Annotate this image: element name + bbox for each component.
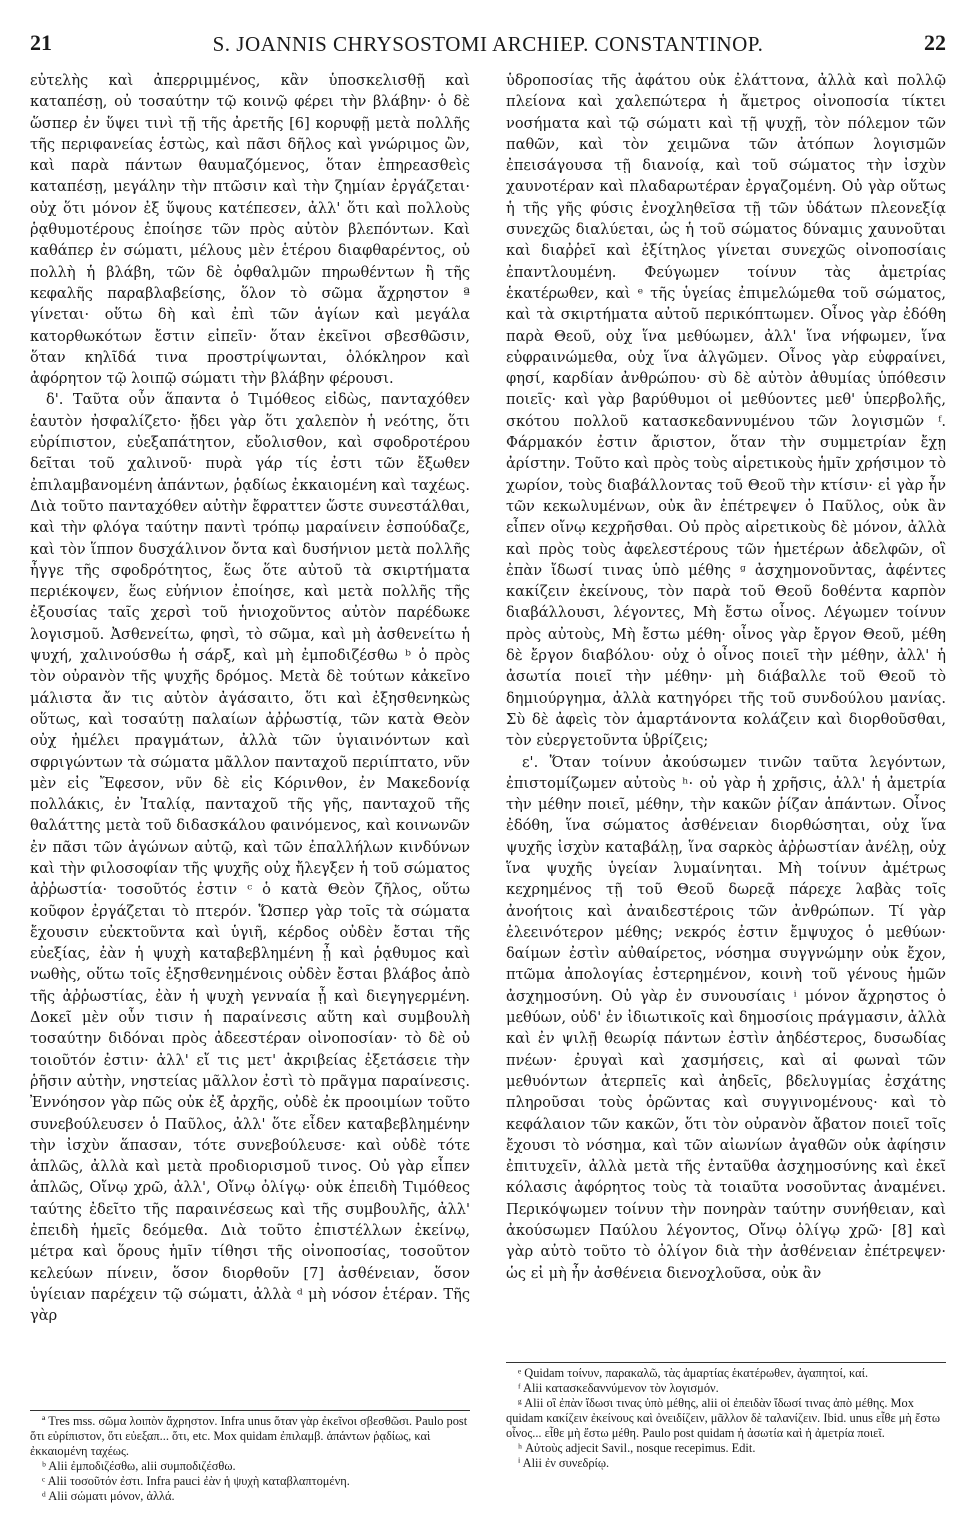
footnote: ᶜ Alii τοσοῦτόν ἐστι. Infra pauci ἐὰν ἡ ψυχὴ καταβλαπτομένη. [42, 1474, 350, 1488]
footnotes-right [506, 1366, 946, 1471]
footnote: ᵍ Alii οἳ ἐπὰν ἴδωσι τινας ὑπὸ μέθης, alii οἱ ἐπειδὰν ἴδωσί τινας ἀπὸ μέθης. Mox quidam κακίζειν ἐκείνους καὶ ὀνειδίζειν, μᾶλλον δὲ ταλανίζειν. Ibid. unus εἶθε μὴ ἔστω οἶνος... εἶθε μὴ ἔστω μέθη. Paulo post quidam ἡ ἀσωτία καὶ ἡ ἀμετρία ποιεῖ. [506, 1396, 941, 1440]
footnote: ᵉ Quidam τοίνυν, παρακαλῶ, τὰς ἁμαρτίας ἑκατέρωθεν, ἀγαπητοί, καί. [518, 1366, 869, 1380]
paragraph: δ'. Ταῦτα οὖν ἅπαντα ὁ Τιμόθεος εἰδὼς, πανταχόθεν ἑαυτὸν ἠσφαλίζετο· ᾔδει γὰρ ὅτι χαλεπὸν ἡ νεότης, ὅτι εὐρίπιστον, εὐεξαπάτητον, εὔολισθον, καὶ σφοδροτέρου δεῖται τοῦ χαλινοῦ· πυρὰ γάρ τίς ἐστι τῶν ἔξωθεν ἐπιλαμβανομένη ἁπάντων, ῥᾳδίως ἐκκαιομένη καὶ ταχέως. Διὰ τοῦτο πανταχόθεν αὐτὴν ἔφραττεν ὥστε συνεστάλθαι, καὶ τὴν φλόγα ταύτην παντὶ τρόπῳ μαραίνειν ἐσπούδαζε, καὶ τὸν ἵππον δυσχάλινον ὄντα καὶ δυσήνιον μετὰ πολλῆς ἦγγε τῆς σφοδρότητος, ἕως ὅτε αὐτοῦ τὰ σκιρτήματα περιέκοψεν, ἕως εὐήνιον ἐποίησε, καὶ μετὰ πολλῆς τῆς ἐξουσίας ταῖς χερσὶ τοῦ ἡνιοχοῦντος αὐτὸν παρέδωκε λογισμοῦ. Ἀσθενείτω, φησὶ, τὸ σῶμα, καὶ μὴ ἀσθενείτω ἡ ψυχή, χαλινούσθω ἡ σάρξ, καὶ μὴ ἐμποδιζέσθω ᵇ ὁ πρὸς τὸν οὐρανὸν τῆς ψυχῆς δρόμος. Μετὰ δὲ τούτων κἀκεῖνο μάλιστα ἄν τις αὐτὸν ἀγάσαιτο, ὅτι καὶ ἐξησθενηκὼς οὕτως, καὶ τοσαύτῃ παλαίων ἀῤῥωστίᾳ, τῶν κατὰ Θεὸν οὐχ ἠμέλει πραγμάτων, ἀλλὰ τῶν ὑγιαινόντων καὶ σφριγώντων τὰ σώματα μᾶλλον πανταχοῦ περιίπτατο, νῦν μὲν εἰς Ἔφεσον, νῦν δὲ εἰς Κόρινθον, ἐν Μακεδονίᾳ πολλάκις, ἐν Ἰταλίᾳ, πανταχοῦ τῆς γῆς, πανταχοῦ τῆς θαλάττης μετὰ τοῦ διδασκάλου φαινόμενος, καὶ κοινωνῶν ἐν πᾶσι τῶν ἀγώνων αὐτῷ, καὶ τῶν ἐπαλλήλων κινδύνων καὶ τὴν φιλοσοφίαν τῆς ψυχῆς οὐχ ἤλεγξεν ἡ τοῦ σώματος ἀῤῥωστία· τοσοῦτός ἐστιν ᶜ ὁ κατὰ Θεὸν ζῆλος, οὕτω κοῦφον ἐργάζεται τὸ πτερόν. Ὥσπερ γὰρ τοῖς τὰ σώματα ἔχουσιν εὐεκτοῦντα καὶ ὑγιῆ, κέρδος οὐδὲν ἔσται τῆς εὐεξίας, ἐὰν ἡ ψυχὴ καταβεβλημένη ᾖ καὶ ῥᾳθυμος καὶ νωθὴς, οὕτω τοῖς ἐξησθενημένοις οὐδὲν ἔσται βλάβος ἀπὸ τῆς ἀῤῥωστίας, ἐὰν ἡ ψυχὴ γενναία ᾖ καὶ διεγηγερμένη. Δοκεῖ μὲν οὖν τισιν ἡ παραίνεσις αὕτη καὶ συμβουλὴ τοσαύτην διδόναι πρὸς ἀδεεστέραν οἰνοποσίαν· τὸ δὲ οὐ τοιοῦτόν ἐστιν· ἀλλ' εἴ τις μετ' ἀκριβείας ἐξετάσειε τὴν ῥῆσιν αὐτὴν, νηστείας μᾶλλον ἐστὶ τὸ πρᾶγμα παραίνεσις. Ἐννόησον γὰρ πῶς οὐκ ἐξ ἀρχῆς, οὐδὲ ἐκ προοιμίων τοῦτο συνεβούλευσεν ὁ Παῦλος, ἀλλ' ὅτε εἶδεν καταβεβλημένην τὴν ἰσχὺν ἅπασαν, τότε συνεβούλευσε· καὶ οὐδὲ τότε ἁπλῶς, ἀλλὰ καὶ μετὰ προδιορισμοῦ τινος. Οὐ γὰρ εἶπεν ἁπλῶς, Οἴνῳ χρῶ, ἀλλ', Οἴνῳ ὀλίγῳ· οὐκ ἐπειδὴ Τιμόθεος ταύτης ἐδεῖτο τῆς παραινέσεως καὶ τῆς συμβουλῆς, ἀλλ' ἐπειδὴ ἡμεῖς δεόμεθα. Διὰ τοῦτο ἐπιστέλλων ἐκείνῳ, μέτρα καὶ ὅρους ἡμῖν τίθησι τῆς οἰνοποσίας, τοσοῦτον κελεύων πίνειν, ὅσον διορθοῦν [7] ἀσθένειαν, ὅσον ὑγίειαν παρέχειν τῷ σώματι, ἀλλὰ ᵈ μὴ νόσον ἑτέραν. Τῆς γὰρ [30, 391, 470, 1325]
page-number-right: 22 [924, 30, 946, 55]
left-column [30, 70, 470, 1406]
footnote-divider-left [30, 1410, 470, 1411]
footnote: ᵈ Alii σώματι μόνον, ἀλλά. [42, 1489, 175, 1503]
footnote: ⁱ Alii ἐν συνεδρίῳ. [518, 1456, 610, 1470]
paragraph: ε'. Ὅταν τοίνυν ἀκούσωμεν τινῶν ταῦτα λεγόντων, ἐπιστομίζωμεν αὐτοὺς ʰ· οὐ γὰρ ἡ χρῆσις, ἀλλ' ἡ ἀμετρία τὴν μέθην ποιεῖ, μέθην, τὴν κακῶν ῥίζαν ἁπάντων. Οἶνος ἐδόθη, ἵνα σώματος ἀσθένειαν διορθώσηται, οὐχ ἵνα ψυχῆς ἰσχὺν καταβάλῃ, ἵνα σαρκὸς ἀῤῥωστίαν ἀνέλῃ, οὐχ ἵνα ψυχῆς ὑγείαν λυμαίνηται. Μὴ τοίνυν ἀμέτρως κεχρημένος τῇ τοῦ Θεοῦ δωρεᾷ πάρεχε λαβὰς τοῖς ἀνοήτοις καὶ ἀναιδεστέροις τῶν ἀνθρώπων. Τί γὰρ ἐλεεινότερον μέθης; νεκρός ἐστιν ἔμψυχος ὁ μεθύων· δαίμων ἐστὶν αὐθαίρετος, νόσημα συγγνώμην οὐκ ἔχον, πτῶμα ἀπολογίας ἐστερημένον, κοινὴ τοῦ γένους ἡμῶν ἀσχημοσύνη. Οὐ γὰρ ἐν συνουσίαις ⁱ μόνον ἄχρηστος ὁ μεθύων, οὐδ' ἐν ἰδιωτικοῖς καὶ δημοσίοις πράγμασιν, ἀλλὰ καὶ ἐν ψιλῇ θεωρίᾳ πάντων ἐστὶν ἀηδέστερος, δυσωδίας πνέων· ἐρυγαὶ καὶ χασμήσεις, καὶ αἱ φωναὶ τῶν μεθυόντων ἀτερπεῖς καὶ ἀηδεῖς, βδελυγμίας ἐσχάτης πληροῦσαι τοὺς ὁρῶντας καὶ συγγινομένους· καὶ τὸ κεφάλαιον τῶν κακῶν, ὅτι τὸν οὐρανὸν ἄβατον ποιεῖ τοῖς ἔχουσι τὸ νόσημα, καὶ τῶν αἰωνίων ἀγαθῶν οὐκ ἀφίησιν ἐπιτυχεῖν, ἀλλὰ μετὰ τῆς ἐνταῦθα ἀσχημοσύνης καὶ ἐκεῖ κόλασις ἀφόρητος τοὺς τὰ τοιαῦτα νοσοῦντας ἀναμένει. Περικόψωμεν τοίνυν τὴν πονηρὰν ταύτην συνήθειαν, καὶ ἀκούσωμεν Παύλου λέγοντος, Οἴνῳ ὀλίγῳ χρῶ· [8] καὶ γὰρ αὐτὸ τοῦτο τὸ ὀλίγον διὰ τὴν ἀσθένειαν ἐπέτρεψεν· ὡς εἰ μὴ ἦν ἀσθένεια διενοχλοῦσα, οὐκ ἂν [506, 753, 946, 1282]
footnote: ᵇ Alii ἐμποδιζέσθω, alii συμποδιζέσθω. [42, 1459, 236, 1473]
footnote: ª Tres mss. σῶμα λοιπὸν ἄχρηστον. Infra unus ὅταν γὰρ ἐκεῖνοι σβεσθῶσι. Paulo post ὅτι εὐρίπιστον, ὅτι εὐεξαπ... ὅτι, etc. Mox quidam ἐπιλαμβ. ἁπάντων ῥᾳδίως, καὶ ἐκκαιομένη ταχέως. [30, 1414, 468, 1458]
footnotes-left [30, 1414, 470, 1504]
footnote: ʰ Αὐτοὺς adjecit Savil., nosque recepimus. Edit. [518, 1441, 756, 1455]
paragraph: ὑδροποσίας τῆς ἀφάτου οὐκ ἐλάττονα, ἀλλὰ καὶ πολλῷ πλείονα καὶ χαλεπώτερα ἡ ἄμετρος οἰνοποσία τίκτει νοσήματα καὶ τῷ σώματι καὶ τῇ ψυχῇ, τὸν πόλεμον τῶν παθῶν, καὶ τὸν χειμῶνα τῶν ἀτόπων λογισμῶν ἐπεισάγουσα τῇ διανοίᾳ, καὶ τοῦ σώματος τὴν ἰσχὺν χαυνοτέραν καὶ πλαδαρωτέραν ἐργαζομένη. Οὐ γὰρ οὕτως ἡ τῆς γῆς φύσις ἐνοχληθεῖσα τῇ τῶν ὑδάτων πλεονεξίᾳ συνεχῶς διαλύεται, ὡς ἡ τοῦ σώματος δύναμις χαυνοῦται καὶ διαῤῥεῖ καὶ ἐξίτηλος γίνεται συνεχῶς οἰνοποσίαις ἐπαντλουμένη. Φεύγωμεν τοίνυν τὰς ἀμετρίας ἑκατέρωθεν, καὶ ᵉ τῆς ὑγείας ἐπιμελώμεθα τοῦ σώματος, καὶ τὰ σκιρτήματα αὐτοῦ περικόπτωμεν. Οἶνος γὰρ ἐδόθη παρὰ Θεοῦ, οὐχ ἵνα μεθύωμεν, ἀλλ' ἵνα νήφωμεν, ἵνα εὐφραινώμεθα, οὐχ ἵνα ἀλγῶμεν. Οἶνος γὰρ εὐφραίνει, φησί, καρδίαν ἀνθρώπου· σὺ δὲ αὐτὸν ἀθυμίας ὑπόθεσιν ποιεῖς· καὶ γὰρ βαρύθυμοι οἱ μεθύοντες μεθ' ὑπερβολῆς, σκότου πολλοῦ κατασκεδαννυμένου τῶν λογισμῶν ᶠ. Φάρμακόν ἐστιν ἄριστον, ὅταν τὴν συμμετρίαν ἔχῃ ἀρίστην. Τοῦτο καὶ πρὸς τοὺς αἱρετικοὺς ἡμῖν χρήσιμον τὸ χωρίον, τοὺς διαβάλλοντας τοῦ Θεοῦ τὴν κτίσιν· εἰ γὰρ ἦν τῶν κεκωλυμένων, οὐκ ἂν ἐπέτρεψεν ὁ Παῦλος, οὐκ ἂν εἶπεν οἴνῳ κεχρῆσθαι. Οὐ πρὸς αἱρετικοὺς δὲ μόνον, ἀλλὰ καὶ πρὸς τοὺς ἀφελεστέρους τῶν ἡμετέρων ἀδελφῶν, οἳ ἐπὰν ἴδωσί τινας ὑπὸ μέθης ᵍ ἀσχημονοῦντας, ἀφέντες κακίζειν ἐκείνους, τὸν παρὰ τοῦ Θεοῦ δοθέντα καρπὸν διαβάλλουσι, λέγοντες, Μὴ ἔστω οἶνος. Λέγωμεν τοίνυν πρὸς αὐτοὺς, Μὴ ἔστω μέθη· οἶνος γὰρ ἔργον Θεοῦ, μέθη δὲ ἔργον διαβόλου· οὐχ ὁ οἶνος ποιεῖ τὴν μέθην, ἀλλ' ἡ ἀσωτία ποιεῖ τὴν μέθην· μὴ διάβαλλε τοῦ Θεοῦ τὸ δημιούργημα, ἀλλὰ κατηγόρει τῆς τοῦ συνδούλου μανίας. Σὺ δὲ ἀφεὶς τὸν ἁμαρτάνοντα κολάζειν καὶ διορθοῦσθαι, τὸν εὐεργετοῦντα ὑβρίζεις; [506, 72, 946, 750]
footnote: ᶠ Alii κατασκεδαννύμενον τὸν λογισμόν. [518, 1381, 719, 1395]
page-number-left: 21 [30, 30, 52, 55]
running-head: S. JOANNIS CHRYSOSTOMI ARCHIEP. CONSTANTINOP. [212, 32, 764, 56]
page-header [30, 30, 946, 60]
paragraph: εὐτελὴς καὶ ἀπερριμμένος, κἂν ὑποσκελισθῇ καὶ καταπέσῃ, οὐ τοσαύτην τῷ κοινῷ φέρει τὴν βλάβην· ὁ δὲ ὥσπερ ἐν ὕψει τινὶ τῇ τῆς ἀρετῆς [6] κορυφῇ μετὰ πολλῆς τῆς περιφανείας ἑστὼς, καὶ πᾶσι δῆλος καὶ γνώριμος ὢν, καὶ παρὰ πάντων θαυμαζόμενος, ὅταν ἐπηρεασθεὶς καταπέσῃ, μεγάλην τὴν πτῶσιν καὶ τὴν ζημίαν ἐργάζεται· οὐχ ὅτι μόνον ἐξ ὕψους κατέπεσεν, ἀλλ' ὅτι καὶ πολλοὺς ῥᾳθυμοτέρους ἐποίησε τῶν πρὸς αὐτὸν βλεπόντων. Καὶ καθάπερ ἐν σώματι, μέλους μὲν ἑτέρου διαφθαρέντος, οὐ πολλὴ ἡ βλάβη, τῶν δὲ ὀφθαλμῶν πηρωθέντων ἢ τῆς κεφαλῆς παραβλαβείσης, ὅλον τὸ σῶμα ἄχρηστον ª γίνεται· οὕτω δὴ καὶ ἐπὶ τῶν ἁγίων καὶ μεγάλα κατορθωκότων ἔστιν εἰπεῖν· ὅταν ἐκεῖνοι σβεσθῶσιν, ὅταν κηλῖδά τινα προστρίψωνται, ὁλόκληρον καὶ ἀφόρητον τῷ λοιπῷ σώματι τὴν βλάβην φέρουσι. [30, 72, 470, 388]
right-column [506, 70, 946, 1358]
footnote-divider-right [506, 1362, 946, 1363]
